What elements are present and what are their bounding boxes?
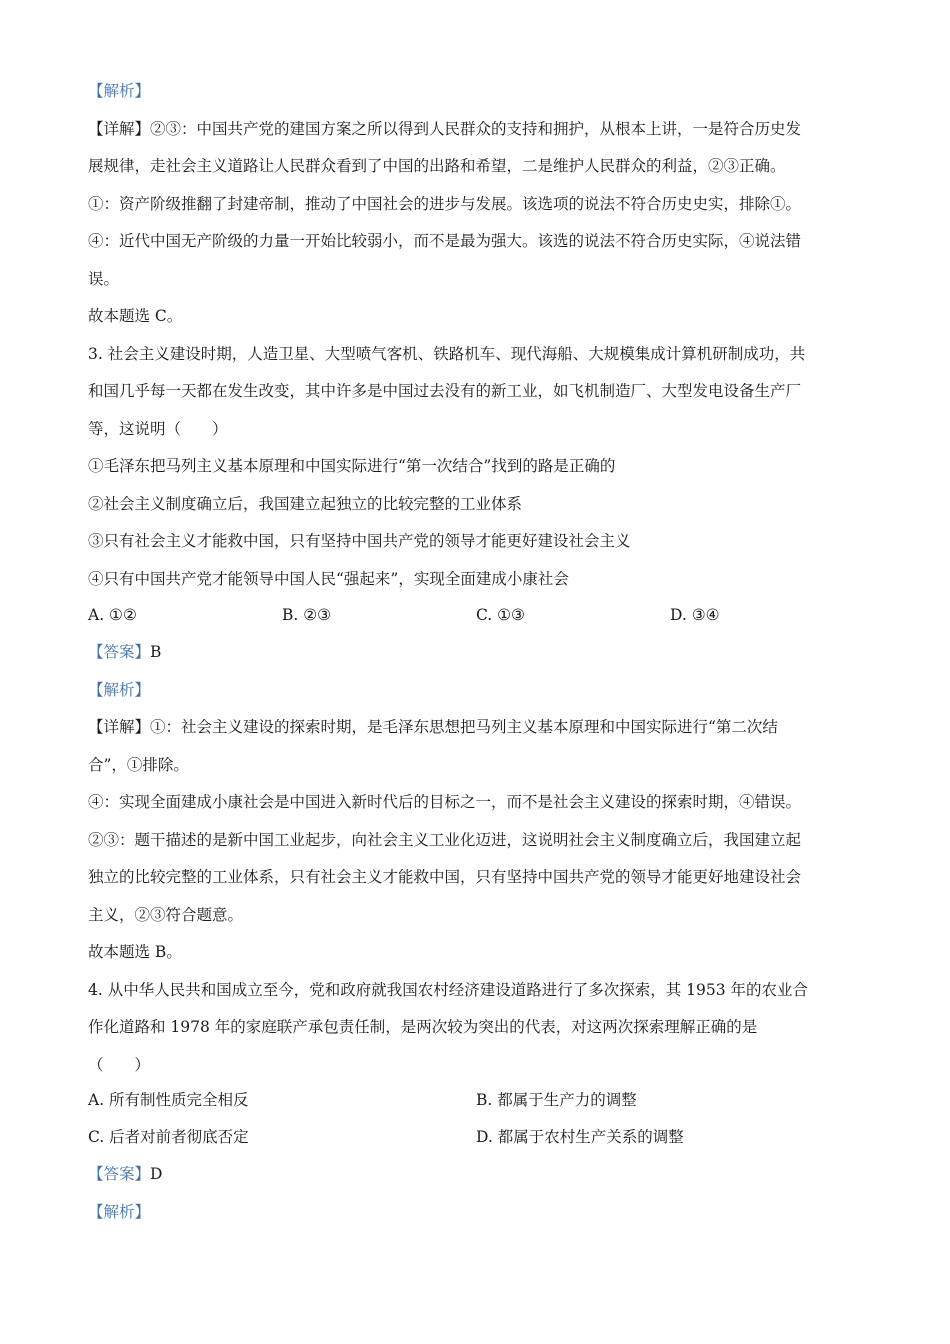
line-text: 【详解】②③：中国共产党的建国方案之所以得到人民群众的支持和拥护，从根本上讲，一是符合历史发 [88,119,802,138]
line-text: 3. 社会主义建设时期，人造卫星、大型喷气客机、铁路机车、现代海船、大规模集成计算机研制成功，共 [88,344,806,363]
line-text: ③只有社会主义才能救中国，只有坚持中国共产党的领导才能更好建设社会主义 [88,532,631,550]
section-label: 【解析】 [88,680,151,699]
section-label: 【答案】 [88,643,151,661]
text-line [88,418,868,440]
option-d: D. ③④ [670,606,720,624]
line-text: 4. 从中华人民共和国成立至今，党和政府就我国农村经济建设道路进行了多次探索，其 1953 年的农业合 [88,980,809,999]
text-line [88,193,868,215]
line-text: 【详解】①：社会主义建设的探索时期，是毛泽东思想把马列主义基本原理和中国实际进行“第二次结 [88,718,778,736]
answer-value: B [150,643,162,661]
section-label: 【解析】 [88,1202,151,1221]
option-c: C. 后者对前者彻底否定 [88,1128,249,1146]
line-text: 故本题选 C。 [88,307,183,325]
line-text: 主义，②③符合题意。 [88,905,244,924]
text-line [88,493,868,515]
text-line [88,979,868,1001]
text-line [88,904,868,926]
line-text: （ ） [88,1055,151,1074]
option-b: B. 都属于生产力的调整 [476,1091,637,1109]
text-line [88,1016,868,1038]
text-line [88,1054,868,1076]
text-line [88,754,868,776]
answer-value: D [150,1165,163,1183]
line-text: 故本题选 B。 [88,943,182,961]
line-text: ④：近代中国无产阶级的力量一开始比较弱小，而不是最为强大。该选的说法不符合历史实际，④说法错 [88,232,802,250]
line-text: 合”，①排除。 [88,755,189,774]
text-line [88,1201,868,1223]
text-line [88,866,868,888]
option-a: A. 所有制性质完全相反 [88,1091,249,1109]
text-line [88,716,868,738]
section-label: 【解析】 [88,82,151,100]
text-line [88,679,868,701]
text-line [88,941,868,963]
text-line [88,641,868,663]
line-text: ①：资产阶级推翻了封建帝制，推动了中国社会的进步与发展。该选项的说法不符合历史史实，排除①。 [88,194,802,213]
option-a: A. ①② [88,606,137,624]
line-text: ②社会主义制度确立后，我国建立起独立的比较完整的工业体系 [88,494,523,513]
line-text: 误。 [88,269,120,288]
option-c: C. ①③ [476,606,525,624]
text-line [88,530,868,552]
text-line [88,155,868,177]
text-line [88,268,868,290]
line-text: ①毛泽东把马列主义基本原理和中国实际进行“第一次结合”找到的路是正确的 [88,457,616,475]
text-line [88,791,868,813]
line-text: ④：实现全面建成小康社会是中国进入新时代后的目标之一，而不是社会主义建设的探索时期，④错误。 [88,793,802,811]
text-line [88,230,868,252]
line-text: 作化道路和 1978 年的家庭联产承包责任制，是两次较为突出的代表，对这两次探索理解正确的是 [88,1018,758,1036]
line-text: 独立的比较完整的工业体系，只有社会主义才能救中国，只有坚持中国共产党的领导才能更好地建设社会 [88,868,802,886]
line-text: 和国几乎每一天都在发生改变，其中许多是中国过去没有的新工业，如飞机制造厂、大型发电设备生产厂 [88,382,802,400]
line-text: 展规律，走社会主义道路让人民群众看到了中国的出路和希望，二是维护人民群众的利益，②③正确。 [88,157,786,175]
section-label: 【答案】 [88,1165,151,1183]
text-line [88,455,868,477]
text-line [88,118,868,140]
line-text: ④只有中国共产党才能领导中国人民“强起来”，实现全面建成小康社会 [88,569,569,588]
option-d: D. 都属于农村生产关系的调整 [476,1128,684,1146]
text-line [88,343,868,365]
text-line [88,568,868,590]
option-b: B. ②③ [282,606,332,624]
line-text: ②③：题干描述的是新中国工业起步，向社会主义工业化迈进，这说明社会主义制度确立后，我国建立起 [88,830,802,849]
text-line [88,829,868,851]
text-line [88,305,868,327]
line-text: 等，这说明（ ） [88,419,228,438]
text-line [88,80,868,102]
text-line [88,1163,868,1185]
text-line [88,380,868,402]
